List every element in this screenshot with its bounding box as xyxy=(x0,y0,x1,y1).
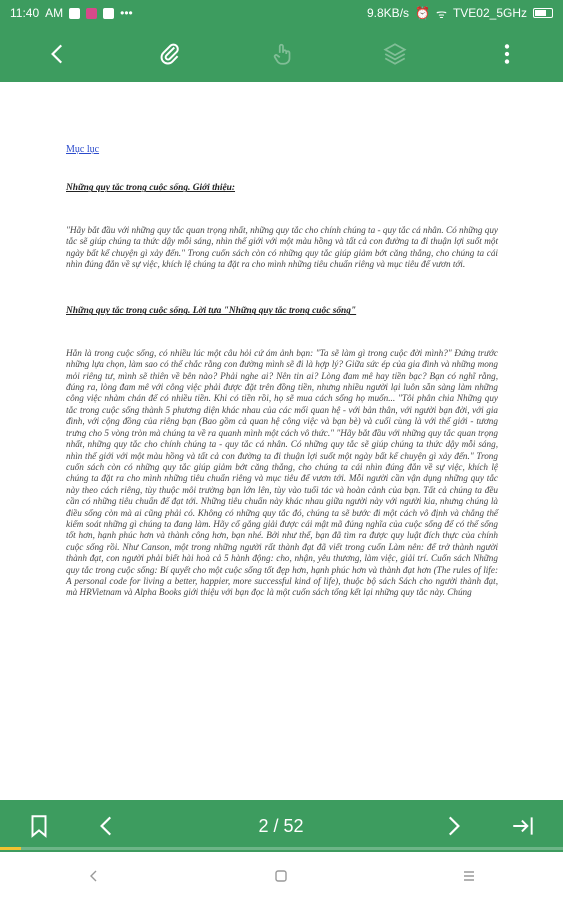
layers-button[interactable] xyxy=(367,26,423,82)
status-ampm: AM xyxy=(45,6,64,20)
nav-menu-button[interactable] xyxy=(445,852,493,900)
intro-paragraph: "Hãy bắt đầu với những quy tắc quan trọng nhất, những quy tắc cho chính chúng ta - quy tắc cá nhân. Có những quy tắc sẽ giúp chúng ta thức dậy mỗi sáng, nhìn thế giới với một màu hồng và tất cả con đường ta đi thuận lợi suốt một ngày bất kể chuyện gì xảy đến." Trong cuốn sách còn có những quy tắc giúp giảm bớt căng thẳng, cho chúng ta cái nhìn đúng đắn về sự việc, khích lệ chúng ta đặt ra cho mình những tiêu chuẩn riêng và mục tiêu để vươn tới. xyxy=(66,224,498,270)
status-time: 11:40 xyxy=(10,6,40,20)
document-page[interactable] xyxy=(0,82,563,800)
back-button[interactable] xyxy=(30,26,86,82)
notification-icon xyxy=(103,8,114,19)
chevron-right-icon xyxy=(440,813,466,839)
battery-icon xyxy=(533,8,553,18)
status-right xyxy=(367,5,553,22)
toc-link[interactable]: Mục lục xyxy=(66,144,100,155)
arrow-left-icon xyxy=(45,41,71,67)
nav-menu-icon xyxy=(461,868,477,884)
document-content xyxy=(66,144,498,599)
section-heading-preface: Những quy tắc trong cuộc sống. Lời tựa "Những quy tắc trong cuộc sống" xyxy=(66,306,357,317)
bookmark-button[interactable] xyxy=(14,800,64,852)
body-paragraph: Hẳn là trong cuộc sống, có nhiều lúc một câu hỏi cứ ám ảnh bạn: "Ta sẽ làm gì trong cuộc đời mình?" Đứng trước những lựa chọn, làm sao có thể chắc rằng con đường mình sẽ đi là hợp lý? Giữa sức ép của gia đình và những mong mỏi riêng tư, mình sẽ thiên về bên nào? Phải nghe ai? Nên tin ai? Lòng đam mê hay tiền bạc? Bạn có nghĩ rằng, đúng ra, lòng đam mê với công việc phải được đặt trên đồng tiền, nhưng nhiều người lại luôn sẵn sàng làm những công việc nhàm chán để có nhiều tiền. Khi có tiền rồi, họ sẽ mua cách sống họ muốn... "Tôi phân chia Những quy tắc trong cuộc sống thành 5 phương diện khác nhau của các mối quan hệ - với bản thân, với người bạn đời, với gia đình, với cộng đồng của riêng bạn (Bao gồm cả quan hệ công việc và bạn bè) và cuối cùng là với thế giới - tương trưng cho 5 vòng tròn mà chúng ta về ra quanh mình một cách vô thức." "Hãy bắt đầu với những quy tắc quan trọng nhất, những quy tắc cho chính chúng ta - quy tắc cá nhân. Có những quy tắc sẽ giúp chúng ta thức dậy mỗi sáng, nhìn thế giới với một màu hồng và tất cả con đường ta đi thuận lợi suốt một ngày bất kể chuyện gì xảy đến." Trong cuốn sách còn có những quy tắc giúp giảm bớt căng thẳng, cho chúng ta cái nhìn đúng đắn về sự việc, khích lệ chúng ta đặt ra cho mình những tiêu chuẩn riêng và mục tiêu để vươn tới. Mỗi người cần vận dụng những quy tắc này theo cách riêng, tùy thuộc môi trường bạn lớn lên, tùy vào tuổi tác và hoàn cảnh của bạn. Tất cả chúng ta đều cần có những tiêu chuẩn để đạt tới. Những tiêu chuẩn này khác nhau giữa người này với người kia, nhưng chúng là điều sống còn mà ai cũng phải có. Không có những quy tắc đó, chúng ta sẽ bước đi một cách vô định và chẳng thể kiểm soát những gì chúng ta đang làm. Hãy cố gắng giải được cái mật mã đúng nghĩa của cuộc sống để có thể sống tốt hơn, hạnh phúc hơn và thành công hơn, bạn nhé. Bởi như thế, bạn đã tìm ra được quy luật đích thực của chính cuộc sống rồi. Như Canson, một trong những người rất thành đạt đã viết trong cuốn Làm nên: để trở thành người thành đạt, con người phải biết hài hoà cả 5 hành động: cho, nhận, yêu thương, làm việc, giải trí. Cuốn sách Những quy tắc trong cuộc sống: Bí quyết cho một cuộc sống tốt đẹp hơn, hạnh phúc hơn và thành đạt hơn (The rules of life: A personal code for living a better, happier, more successful kind of life), thuộc bộ sách Sách cho người thành đạt, mà HRVietnam và Alpha Books giới thiệu với bạn đọc là một cuốn sách tổng kết lại những quy tắc này. Chúng xyxy=(66,347,498,598)
attachment-button[interactable] xyxy=(142,26,198,82)
reading-progress-track[interactable] xyxy=(0,847,563,850)
reader-bottom-bar xyxy=(0,800,563,852)
app-icon xyxy=(86,8,97,19)
hand-touch-icon xyxy=(270,41,296,67)
previous-page-button[interactable] xyxy=(82,800,132,852)
reading-progress-fill xyxy=(0,847,21,850)
more-options-button[interactable] xyxy=(479,26,535,82)
paperclip-icon xyxy=(157,41,183,67)
nav-home-button[interactable] xyxy=(257,852,305,900)
more-dots-icon: ••• xyxy=(120,6,133,20)
status-bar xyxy=(0,0,563,26)
nav-home-icon xyxy=(273,868,289,884)
wifi-icon: ᯤ xyxy=(435,6,447,21)
mail-icon xyxy=(69,8,80,19)
layers-icon xyxy=(382,41,408,67)
section-heading-intro: Những quy tắc trong cuộc sống. Giới thiệu: xyxy=(66,183,236,194)
skip-to-end-icon xyxy=(510,813,536,839)
last-page-button[interactable] xyxy=(498,800,548,852)
more-vertical-icon xyxy=(494,41,520,67)
nav-back-icon xyxy=(86,868,102,884)
chevron-left-icon xyxy=(94,813,120,839)
page-indicator: 2 / 52 xyxy=(258,815,304,836)
nav-back-button[interactable] xyxy=(70,852,118,900)
system-nav-bar xyxy=(0,852,563,900)
network-speed: 9.8KB/s xyxy=(367,6,410,20)
top-toolbar xyxy=(0,26,563,82)
touch-mode-button[interactable] xyxy=(255,26,311,82)
next-page-button[interactable] xyxy=(428,800,478,852)
wifi-name: TVE02_5GHz xyxy=(452,6,527,20)
bookmark-icon xyxy=(26,813,52,839)
status-left xyxy=(10,6,133,20)
alarm-icon: ⏰ xyxy=(415,6,430,20)
